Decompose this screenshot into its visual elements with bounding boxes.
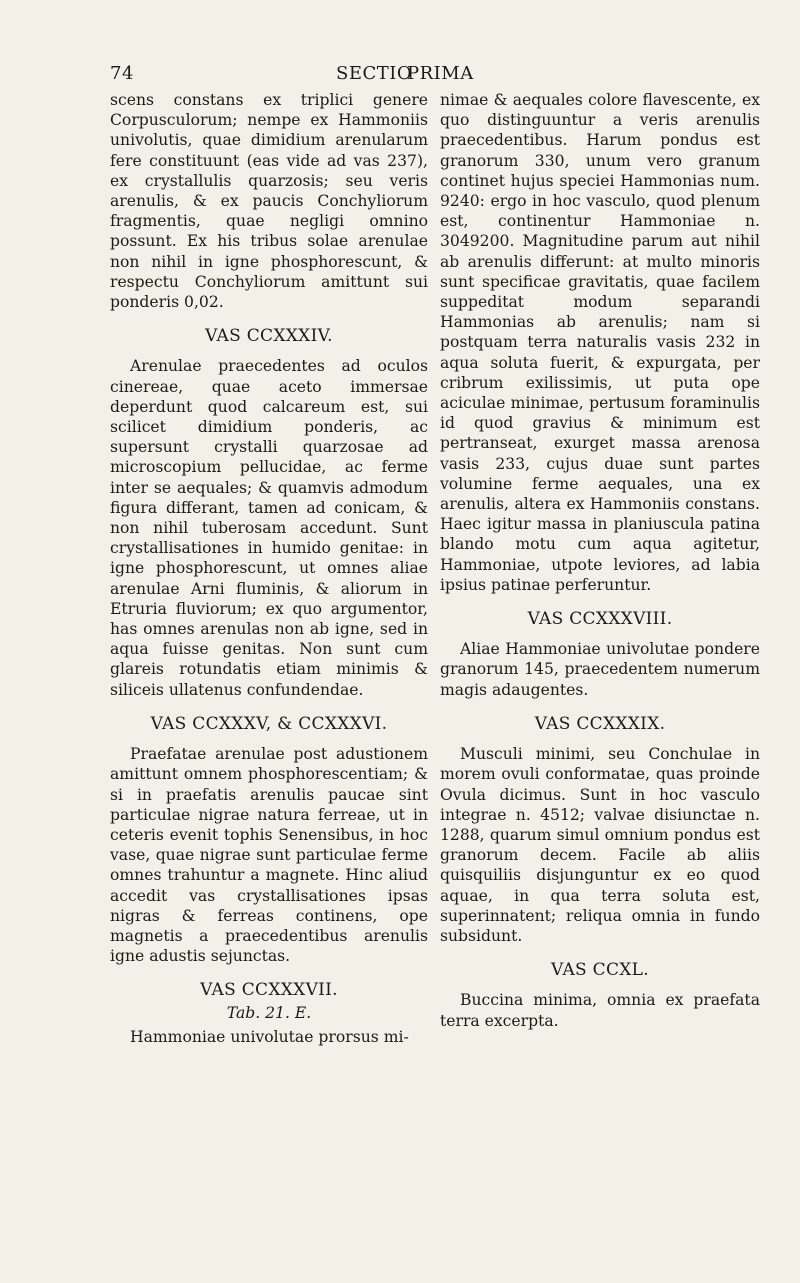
section-heading: VAS CCXXXV, & CCXXXVI. xyxy=(150,713,388,734)
paragraph: nimae & aequales colore flavescente, ex quo distinguuntur a veris arenulis praecedentibus. Harum pondus est granorum 330, unum vero granum continet hujus speciei Hammonias num. 9240: ergo in hoc vasculo, quod plenum est, continentur Hammoniae n. 3049200. Magnitudine parum aut nihil ab arenulis differunt: at multo minoris sunt specificae gravitatis, quae facilem suppeditat modum separandi Hammonias ab arenulis; nam si postquam terra naturalis vasis 232 in aqua soluta fuerit, & expurgata, per cribrum exilissimis, ut puta ope aciculae minimae, pertusum foraminulis id quod gravius & minimum est pertranseat, exurget massa arenosa vasis 233, cujus duae sunt partes volumine ferme aequales, una ex arenulis, altera ex Hammoniis constans. Haec igitur massa in planiuscula patina blando motu cum aqua agitetur, Hammoniae, utpote leviores, ad labia ipsius patinae perferuntur. xyxy=(440,91,760,594)
page-number: 74 xyxy=(110,63,134,84)
section-heading: VAS CCXXXIX. xyxy=(534,713,666,734)
right-column xyxy=(440,90,760,1031)
left-column xyxy=(110,90,428,1047)
section-heading: VAS CCXXXIV. xyxy=(205,326,333,347)
paragraph: Aliae Hammoniae univolutae pondere granorum 145, praecedentem numerum magis adaugentes. xyxy=(440,640,760,699)
paragraph: Arenulae praecedentes ad oculos cinereae, quae aceto immersae deperdunt quod calcareum est, sui scilicet dimidium ponderis, ac supersunt crystalli quarzosae ad microscopium pellucidae, ac ferme inter se aequales; & quamvis admodum figura differant, tamen ad conicam, & non nihil tuberosam accedunt. Sunt crystallisationes in humido genitae: in igne phosphorescunt, ut omnes aliae arenulae Arni fluminis, & aliorum in Etruria fluviorum; ex quo argumentor, has omnes arenulas non ab igne, sed in aqua fuisse genitas. Non sunt cum glareis rotundatis etiam minimis & siliceis ullatenus confundendae. xyxy=(110,357,428,699)
paragraph: Praefatae arenulae post adustionem amittunt omnem phosphorescentiam; & si in praefatis arenulis paucae sint particulae nigrae natura ferreae, ut in ceteris evenit tophis Senensibus, in hoc vase, quae nigrae sunt particulae ferme omnes trahuntur a magnete. Hinc aliud accedit vas crystallisationes ipsas nigras & ferreas continens, ope magnetis a praecedentibus arenulis igne adustis sejunctas. xyxy=(110,745,428,966)
section-heading: VAS CCXL. xyxy=(551,960,649,981)
running-title-right: PRIMA xyxy=(407,63,474,84)
paragraph: Hammoniae univolutae prorsus mi- xyxy=(130,1027,409,1046)
section-heading: VAS CCXXXVIII. xyxy=(527,609,673,630)
paragraph: scens constans ex triplici genere Corpusculorum; nempe ex Hammoniis univolutis, quae dimidium arenularum fere constituunt (eas vide ad vas 237), ex crystallulis quarzosis; seu veris arenulis, & ex paucis Conchyliorum fragmentis, quae negligi omnino possunt. Ex his tribus solae arenulae non nihil in igne phosphorescunt, & respectu Conchyliorum amittunt sui ponderis 0,02. xyxy=(110,91,428,312)
section-heading: VAS CCXXXVII. xyxy=(200,980,338,1001)
paragraph: Musculi minimi, seu Conchulae in morem ovuli conformatae, quas proinde Ovula dicimus. Sunt in hoc vasculo integrae n. 4512; valvae disiunctae n. 1288, quarum simul omnium pondus est granorum decem. Facile ab aliis quisquiliis disjunguntur ex eo quod aquae, in qua terra soluta est, superinnatent; reliqua omnia in fundo subsidunt. xyxy=(440,745,760,945)
plate-reference: Tab. 21. E. xyxy=(226,1003,312,1022)
paragraph: Buccina minima, omnia ex praefata terra excerpta. xyxy=(440,991,760,1030)
running-title-left: SECTIO xyxy=(336,63,413,84)
